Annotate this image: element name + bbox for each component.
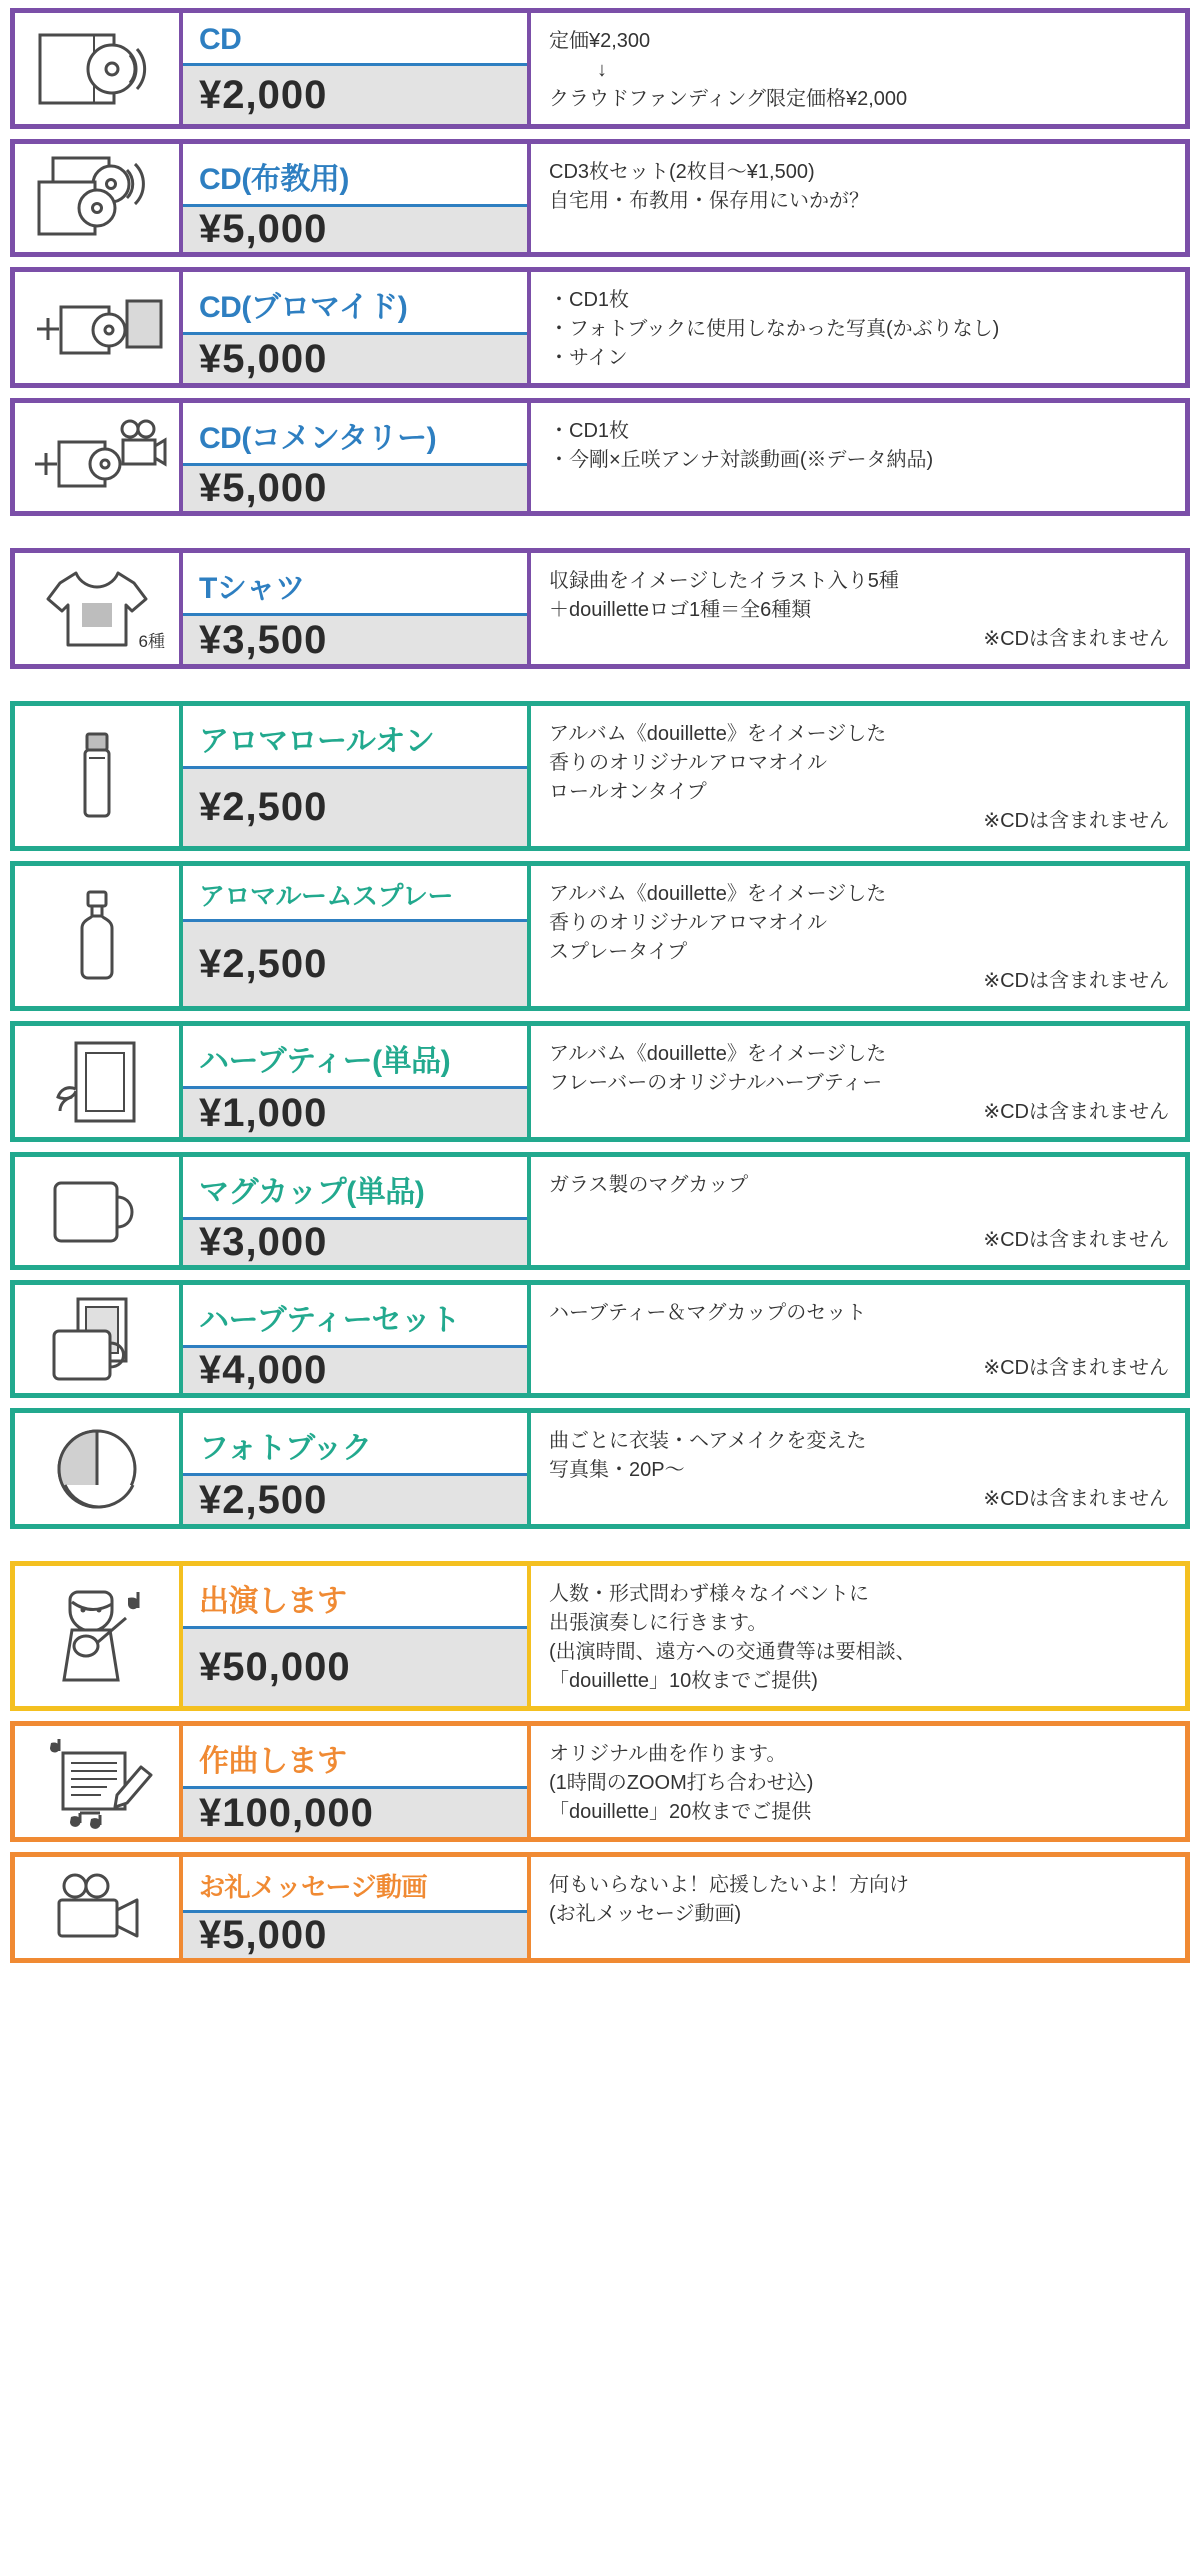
- reward-icon-cell: [15, 1726, 183, 1837]
- desc-line: ＋douilletteロゴ1種＝全6種類: [549, 599, 812, 621]
- desc-note: ※CDは含まれません: [983, 810, 1169, 832]
- reward-price: ¥5,000: [183, 332, 527, 383]
- desc-line: 「douillette」10枚までご提供): [549, 1670, 818, 1692]
- cd-plus-video-icon: [27, 403, 167, 511]
- desc-line: 自宅用・布教用・保存用にいかが？: [549, 190, 869, 212]
- reward-description: [531, 144, 1185, 252]
- reward-title: フォトブック: [199, 1432, 372, 1465]
- reward-group-services: [10, 1561, 1190, 1963]
- desc-note: ※CDは含まれません: [983, 1229, 1169, 1251]
- reward-title: アロマルームスプレー: [199, 881, 453, 911]
- reward-icon-cell: [15, 866, 183, 1006]
- photobook-icon: [27, 1413, 167, 1524]
- desc-line: (1時間のZOOM打ち合わせ込): [549, 1772, 814, 1794]
- reward-row-aroma-rollon[interactable]: [10, 701, 1190, 851]
- reward-description: [531, 706, 1185, 846]
- roll-on-bottle-icon: [27, 706, 167, 846]
- reward-description: [531, 13, 1185, 124]
- reward-row-tshirt[interactable]: [10, 548, 1190, 669]
- reward-price: ¥4,000: [183, 1345, 527, 1393]
- reward-description: [531, 403, 1185, 511]
- reward-price: ¥3,000: [183, 1217, 527, 1265]
- reward-description: [531, 1285, 1185, 1393]
- reward-main-cell: [183, 13, 531, 124]
- reward-price: ¥3,500: [183, 613, 527, 664]
- reward-group-tshirt: [10, 548, 1190, 669]
- reward-group-goods: [10, 701, 1190, 1529]
- reward-description: [531, 272, 1185, 383]
- reward-main-cell: [183, 1285, 531, 1393]
- reward-row-cd-bromide[interactable]: [10, 267, 1190, 388]
- desc-line: 「douillette」20枚までご提供: [549, 1801, 812, 1823]
- reward-icon-cell: [15, 706, 183, 846]
- tshirt-variant-badge: 6種: [138, 632, 165, 651]
- reward-icon-cell: [15, 144, 183, 252]
- reward-row-thanks-video[interactable]: [10, 1852, 1190, 1963]
- reward-icon-cell: [15, 403, 183, 511]
- desc-line: 収録曲をイメージしたイラスト入り5種: [549, 570, 899, 592]
- reward-title: CD: [199, 23, 242, 56]
- reward-main-cell: [183, 553, 531, 664]
- guitar-player-icon: [27, 1566, 167, 1706]
- reward-row-cd-fukyo[interactable]: [10, 139, 1190, 257]
- desc-line: アルバム《douillette》をイメージした: [549, 883, 887, 905]
- reward-price: ¥2,500: [183, 1473, 527, 1524]
- reward-row-herb-tea[interactable]: [10, 1021, 1190, 1142]
- reward-icon-cell: [15, 1566, 183, 1706]
- desc-line: ・CD1枚: [549, 289, 630, 311]
- reward-price: ¥100,000: [183, 1786, 527, 1837]
- desc-line: 人数・形式問わず様々なイベントに: [549, 1583, 869, 1605]
- reward-description: [531, 1566, 1185, 1706]
- desc-line: 写真集・20P〜: [549, 1459, 685, 1481]
- desc-line: ガラス製のマグカップ: [549, 1174, 749, 1196]
- reward-row-photobook[interactable]: [10, 1408, 1190, 1529]
- reward-row-cd[interactable]: [10, 8, 1190, 129]
- reward-price: ¥5,000: [183, 463, 527, 511]
- reward-main-cell: [183, 1157, 531, 1265]
- desc-line: (出演時間、遠方への交通費等は要相談、: [549, 1641, 916, 1663]
- desc-line: (お礼メッセージ動画): [549, 1903, 742, 1925]
- desc-line: 何もいらないよ！応援したいよ！方向け: [549, 1874, 909, 1896]
- desc-line: ・フォトブックに使用しなかった写真(かぶりなし): [549, 318, 1000, 340]
- cd-plus-photo-icon: [27, 272, 167, 383]
- reward-description: [531, 1857, 1185, 1958]
- reward-icon-cell: [15, 1413, 183, 1524]
- desc-line: クラウドファンディング限定価格¥2,000: [549, 88, 908, 110]
- desc-line: フレーバーのオリジナルハーブティー: [549, 1072, 883, 1094]
- reward-description: [531, 553, 1185, 664]
- cd-sleeve-icon: [27, 13, 167, 124]
- desc-line: 出張演奏しに行きます。: [549, 1612, 768, 1634]
- desc-line: 定価¥2,300: [549, 30, 651, 52]
- desc-note: ※CDは含まれません: [983, 970, 1169, 992]
- spray-bottle-icon: [27, 866, 167, 1006]
- reward-icon-cell: [15, 272, 183, 383]
- reward-price: ¥5,000: [183, 204, 527, 252]
- desc-note: ※CDは含まれません: [983, 1357, 1169, 1379]
- group-separator: [10, 679, 1190, 701]
- reward-row-herb-tea-set[interactable]: [10, 1280, 1190, 1398]
- reward-title: CD(布教用): [199, 163, 349, 196]
- group-separator: [10, 1539, 1190, 1561]
- reward-description: [531, 1026, 1185, 1137]
- reward-row-live-appearance[interactable]: [10, 1561, 1190, 1711]
- desc-line: 香りのオリジナルアロマオイル: [549, 912, 827, 934]
- reward-icon-cell: [15, 13, 183, 124]
- desc-note: ※CDは含まれません: [983, 1101, 1169, 1123]
- desc-line: オリジナル曲を作ります。: [549, 1743, 787, 1765]
- desc-line: ロールオンタイプ: [549, 781, 707, 803]
- reward-title: マグカップ(単品): [199, 1176, 425, 1209]
- reward-price: ¥1,000: [183, 1086, 527, 1137]
- reward-title: ハーブティー(単品): [199, 1045, 451, 1078]
- desc-note: ※CDは含まれません: [983, 1488, 1169, 1510]
- group-separator: [10, 526, 1190, 548]
- desc-line: スプレータイプ: [549, 941, 688, 963]
- desc-line: ↓: [597, 59, 607, 81]
- reward-main-cell: [183, 1566, 531, 1706]
- tea-pouch-icon: [27, 1026, 167, 1137]
- reward-title: CD(コメンタリー): [199, 422, 437, 455]
- reward-description: [531, 1157, 1185, 1265]
- desc-line: アルバム《douillette》をイメージした: [549, 1043, 887, 1065]
- reward-price: ¥5,000: [183, 1910, 527, 1958]
- reward-row-composition[interactable]: [10, 1721, 1190, 1842]
- reward-main-cell: [183, 866, 531, 1006]
- reward-price: ¥2,500: [183, 766, 527, 846]
- reward-title: 出演します: [199, 1585, 347, 1618]
- reward-price: ¥50,000: [183, 1626, 527, 1706]
- reward-title: Tシャツ: [199, 572, 305, 605]
- reward-main-cell: [183, 1726, 531, 1837]
- reward-row-mug[interactable]: [10, 1152, 1190, 1270]
- reward-icon-cell: [15, 1857, 183, 1958]
- desc-note: ※CDは含まれません: [983, 628, 1169, 650]
- reward-title: ハーブティーセット: [199, 1304, 460, 1337]
- desc-line: ・今剛×丘咲アンナ対談動画(※データ納品): [549, 449, 934, 471]
- reward-icon-cell: [15, 1026, 183, 1137]
- reward-group-cd: [10, 8, 1190, 516]
- desc-line: ・サイン: [549, 347, 628, 369]
- mug-icon: [27, 1157, 167, 1265]
- reward-icon-cell: [15, 1157, 183, 1265]
- reward-icon-cell: [15, 1285, 183, 1393]
- desc-line: 香りのオリジナルアロマオイル: [549, 752, 827, 774]
- reward-row-aroma-spray[interactable]: [10, 861, 1190, 1011]
- reward-main-cell: [183, 706, 531, 846]
- video-camera-icon: [27, 1857, 167, 1958]
- reward-icon-cell: [15, 553, 183, 664]
- desc-line: ・CD1枚: [549, 420, 630, 442]
- desc-line: ハーブティー＆マグカップのセット: [549, 1302, 867, 1324]
- reward-title: お礼メッセージ動画: [199, 1872, 427, 1902]
- desc-line: 曲ごとに衣装・ヘアメイクを変えた: [549, 1430, 867, 1452]
- reward-title: アロマロールオン: [199, 725, 435, 758]
- reward-description: [531, 866, 1185, 1006]
- reward-title: CD(ブロマイド): [199, 291, 408, 324]
- reward-price: ¥2,500: [183, 919, 527, 1006]
- score-sheet-icon: [27, 1726, 167, 1837]
- reward-main-cell: [183, 1413, 531, 1524]
- tshirt-icon: [27, 553, 167, 664]
- reward-main-cell: [183, 272, 531, 383]
- reward-description: [531, 1726, 1185, 1837]
- cd-multiple-icon: [27, 144, 167, 252]
- reward-description: [531, 1413, 1185, 1524]
- reward-title: 作曲します: [199, 1745, 347, 1778]
- reward-main-cell: [183, 1026, 531, 1137]
- reward-row-cd-commentary[interactable]: [10, 398, 1190, 516]
- desc-line: アルバム《douillette》をイメージした: [549, 723, 887, 745]
- mug-and-pouch-icon: [27, 1285, 167, 1393]
- reward-price: ¥2,000: [183, 63, 527, 124]
- reward-main-cell: [183, 144, 531, 252]
- reward-main-cell: [183, 1857, 531, 1958]
- reward-main-cell: [183, 403, 531, 511]
- desc-line: CD3枚セット(2枚目〜¥1,500): [549, 161, 815, 183]
